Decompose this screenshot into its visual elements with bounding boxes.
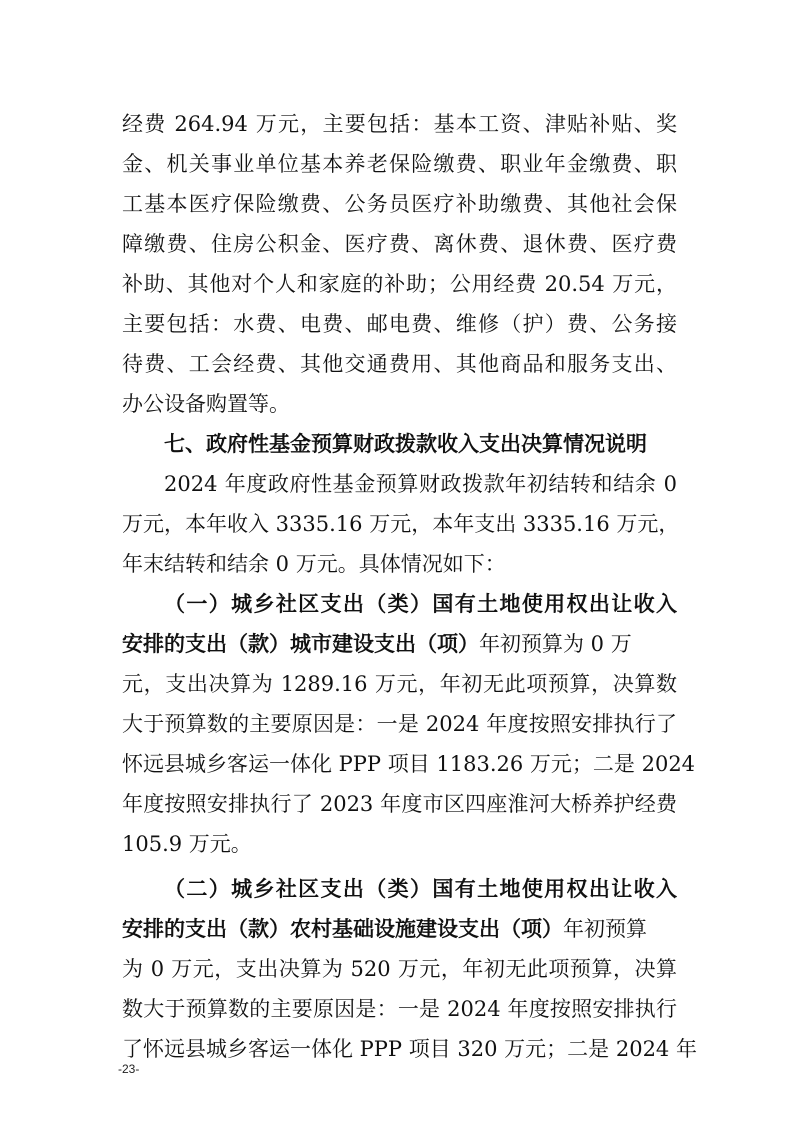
item2-heading-bold: 安排的支出（款）农村基础设施建设支出（项） — [122, 917, 563, 941]
paragraph-line: 经费 264.94 万元，主要包括：基本工资、津贴补贴、奖 — [122, 112, 677, 136]
item1-heading-line2 — [122, 630, 677, 658]
paragraph-line: 办公设备购置等。 — [122, 392, 290, 416]
item2-heading-rest: 年初预算 — [563, 917, 647, 941]
item2-heading: （二）城乡社区支出（类）国有土地使用权出让收入 — [164, 877, 677, 901]
section-heading: 七、政府性基金预算财政拨款收入支出决算情况说明 — [164, 432, 647, 456]
paragraph-line: 了怀远县城乡客运一体化 PPP 项目 320 万元；二是 2024 年 — [122, 1037, 697, 1061]
item1-heading: （一）城乡社区支出（类）国有土地使用权出让收入 — [164, 592, 677, 616]
paragraph-line: 障缴费、住房公积金、医疗费、离休费、退休费、医疗费 — [122, 232, 677, 256]
paragraph-line: 105.9 万元。 — [122, 832, 252, 856]
paragraph-line: 元，支出决算为 1289.16 万元，年初无此项预算，决算数 — [122, 672, 677, 696]
paragraph-line: 年度按照安排执行了 2023 年度市区四座淮河大桥养护经费 — [122, 792, 677, 816]
paragraph-line: 大于预算数的主要原因是：一是 2024 年度按照安排执行了 — [122, 712, 677, 736]
paragraph-line: 年末结转和结余 0 万元。具体情况如下： — [122, 552, 506, 576]
paragraph-line: 万元，本年收入 3335.16 万元，本年支出 3335.16 万元， — [122, 512, 680, 536]
item1-heading-bold: 安排的支出（款）城市建设支出（项） — [122, 632, 479, 656]
paragraph-line: 主要包括：水费、电费、邮电费、维修（护）费、公务接 — [122, 312, 677, 336]
paragraph-line: 工基本医疗保险缴费、公务员医疗补助缴费、其他社会保 — [122, 192, 677, 216]
paragraph-line: 补助、其他对个人和家庭的补助；公用经费 20.54 万元， — [122, 272, 677, 296]
page-number: -23- — [118, 1062, 140, 1076]
paragraph-line: 2024 年度政府性基金预算财政拨款年初结转和结余 0 — [164, 472, 677, 496]
item2-heading-line2 — [122, 915, 677, 943]
item1-heading-rest: 年初预算为 0 万 — [479, 632, 632, 656]
paragraph-line: 金、机关事业单位基本养老保险缴费、职业年金缴费、职 — [122, 152, 677, 176]
paragraph-line: 数大于预算数的主要原因是：一是 2024 年度按照安排执行 — [122, 997, 677, 1021]
paragraph-line: 为 0 万元，支出决算为 520 万元，年初无此项预算，决算 — [122, 957, 677, 981]
paragraph-line: 怀远县城乡客运一体化 PPP 项目 1183.26 万元；二是 2024 — [122, 752, 696, 776]
paragraph-line: 待费、工会经费、其他交通费用、其他商品和服务支出、 — [122, 352, 677, 376]
